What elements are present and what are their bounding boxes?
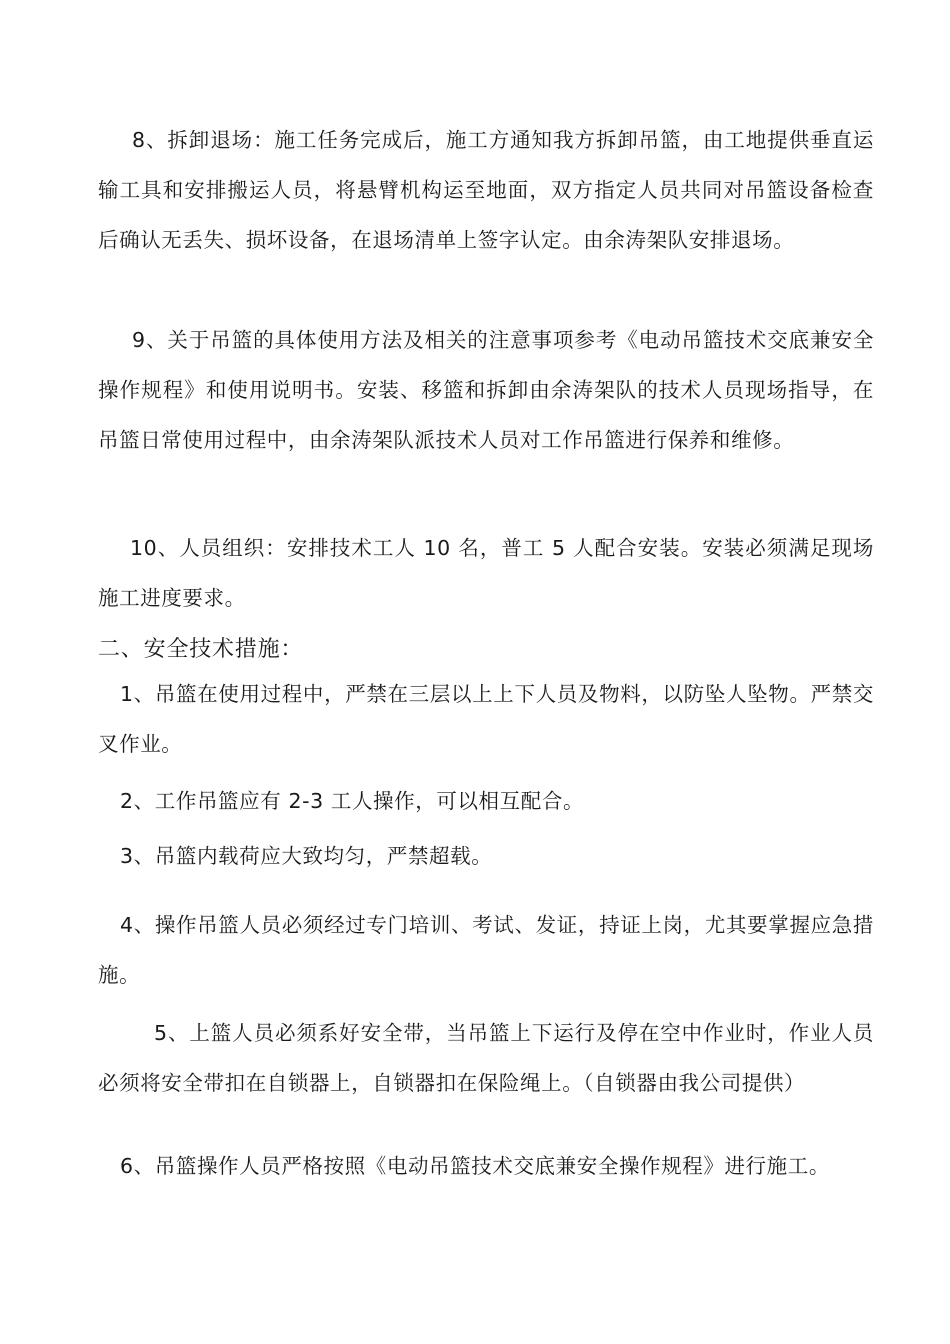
measure-item-5: 5、上篮人员必须系好安全带，当吊篮上下运行及停在空中作业时，作业人员必须将安全带扣在自锁器上，自锁器扣在保险绳上。（自锁器由我公司提供） <box>98 1021 874 1095</box>
measure-item-2: 2、工作吊篮应有 2-3 工人操作，可以相互配合。 <box>120 789 585 813</box>
measure-item-4: 4、操作吊篮人员必须经过专门培训、考试、发证，持证上岗，尤其要掌握应急措施。 <box>98 913 874 987</box>
measure-item-1: 1、吊篮在使用过程中，严禁在三层以上上下人员及物料，以防坠人坠物。严禁交叉作业。 <box>98 682 874 756</box>
paragraph-staff-organization: 10、人员组织：安排技术工人 10 名，普工 5 人配合安装。安装必须满足现场施工进度要求。 <box>98 536 874 610</box>
section-heading-safety-measures: 二、安全技术措施： <box>98 637 304 662</box>
measure-item-3: 3、吊篮内载荷应大致均匀，严禁超载。 <box>120 844 493 868</box>
paragraph-usage-reference: 9、关于吊篮的具体使用方法及相关的注意事项参考《电动吊篮技术交底兼安全操作规程》和使用说明书。安装、移篮和拆卸由余涛架队的技术人员现场指导，在吊篮日常使用过程中，由余涛架队派技术人员对工作吊篮进行保养和维修。 <box>98 328 874 452</box>
paragraph-dismantle-exit: 8、拆卸退场：施工任务完成后，施工方通知我方拆卸吊篮，由工地提供垂直运输工具和安排搬运人员，将悬臂机构运至地面，双方指定人员共同对吊篮设备检查后确认无丢失、损坏设备，在退场清单上签字认定。由余涛架队安排退场。 <box>98 128 874 252</box>
measure-item-6: 6、吊篮操作人员严格按照《电动吊篮技术交底兼安全操作规程》进行施工。 <box>120 1154 830 1178</box>
